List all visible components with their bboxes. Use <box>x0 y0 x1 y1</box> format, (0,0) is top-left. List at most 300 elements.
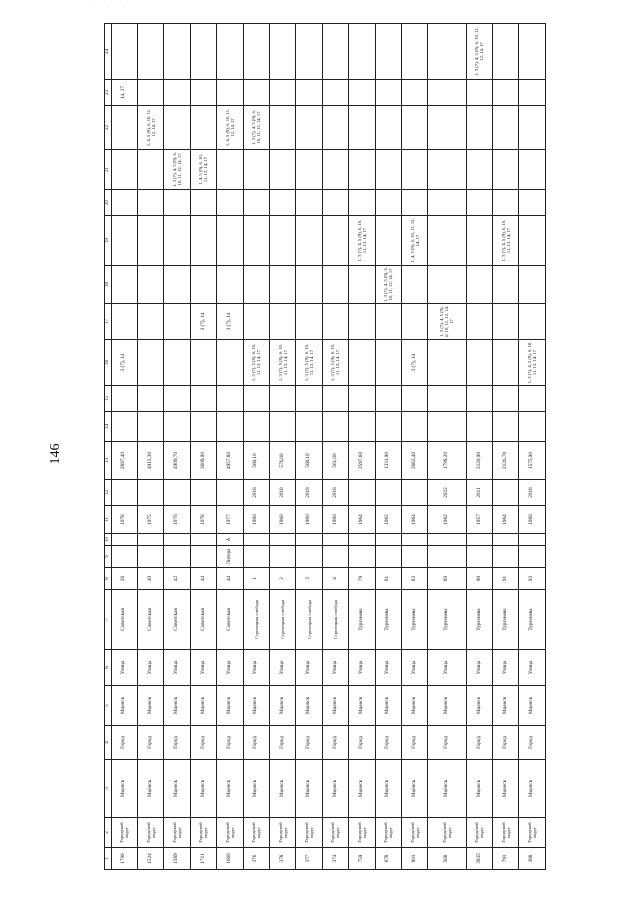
table-cell: Мценск <box>269 760 295 818</box>
table-cell <box>190 216 216 266</box>
table-cell: Мценск <box>111 760 137 818</box>
table-cell <box>322 412 348 442</box>
table-cell: Улица <box>137 650 163 686</box>
table-cell <box>243 386 269 412</box>
table-cell <box>217 80 243 106</box>
table-cell <box>519 412 546 442</box>
table-cell: Мценск <box>164 760 190 818</box>
table-cell <box>519 216 546 266</box>
table-cell <box>466 412 492 442</box>
table-cell <box>111 534 137 546</box>
data-table <box>104 23 546 870</box>
table-cell: Стрелецкая слобода <box>296 590 322 650</box>
table-cell: Мценск <box>401 686 427 726</box>
column-header: 21 <box>105 150 112 190</box>
table-cell: Улица <box>269 650 295 686</box>
table-cell: 1976 <box>164 506 190 534</box>
table-cell: Мценск <box>137 760 163 818</box>
table-cell: Город <box>519 726 546 760</box>
table-cell: 561,00 <box>322 442 348 480</box>
column-header: 10 <box>105 534 112 546</box>
column-header: 19 <box>105 216 112 266</box>
table-cell: 2018 <box>322 480 348 506</box>
table-cell <box>269 216 295 266</box>
table-cell: Мценск <box>519 686 546 726</box>
column-header: 20 <box>105 190 112 216</box>
table-cell: Город <box>401 726 427 760</box>
table-cell: Улица <box>111 650 137 686</box>
table-cell <box>428 412 466 442</box>
table-cell: Советская <box>111 590 137 650</box>
table-cell <box>519 24 546 80</box>
table-cell <box>466 534 492 546</box>
table-cell <box>111 150 137 190</box>
table-cell <box>137 24 163 80</box>
table-cell: Городской округ <box>164 818 190 848</box>
table-cell <box>111 546 137 568</box>
table-cell: 801 <box>401 848 427 870</box>
table-cell: 1, 3 (7), 4, 5 (9), 6, 10, 11, 12, 14, 17 <box>375 266 401 304</box>
table-row <box>349 24 375 870</box>
table-cell <box>296 150 322 190</box>
table-cell <box>401 80 427 106</box>
table-cell: Улица <box>466 650 492 686</box>
table-cell: Мценск <box>519 760 546 818</box>
table-cell <box>269 106 295 150</box>
table-cell <box>349 24 375 80</box>
table-cell: Мценск <box>137 686 163 726</box>
table-cell <box>493 24 519 80</box>
column-header: 5 <box>105 686 112 726</box>
table-cell <box>164 216 190 266</box>
table-cell: Улица <box>296 650 322 686</box>
table-cell <box>375 412 401 442</box>
table-cell: Улица <box>322 650 348 686</box>
table-cell: 388 <box>519 848 546 870</box>
table-cell: 2018 <box>269 480 295 506</box>
table-cell: Мценск <box>296 686 322 726</box>
table-cell: 26 <box>111 568 137 590</box>
table-cell <box>190 340 216 386</box>
table-cell <box>217 24 243 80</box>
table-cell <box>243 266 269 304</box>
table-cell <box>493 546 519 568</box>
table-cell <box>428 266 466 304</box>
table-cell: 14, 17 <box>111 80 137 106</box>
table-cell <box>349 340 375 386</box>
table-cell <box>243 304 269 340</box>
table-cell <box>296 190 322 216</box>
table-cell <box>519 546 546 568</box>
table-cell <box>164 412 190 442</box>
column-header: 18 <box>105 266 112 304</box>
table-cell <box>322 80 348 106</box>
table-cell: 1960 <box>519 506 546 534</box>
rotated-table-wrapper <box>104 28 546 870</box>
table-cell <box>428 24 466 80</box>
table-cell <box>519 386 546 412</box>
table-cell: Мценск <box>428 760 466 818</box>
table-cell <box>428 190 466 216</box>
table-cell <box>296 24 322 80</box>
table-cell <box>401 24 427 80</box>
table-cell: 1960 <box>269 506 295 534</box>
table-cell: 2018 <box>296 480 322 506</box>
table-cell <box>164 266 190 304</box>
table-cell <box>296 546 322 568</box>
table-cell: 791 <box>493 848 519 870</box>
table-cell <box>466 266 492 304</box>
table-cell: 2 <box>269 568 295 590</box>
column-header: 16 <box>105 340 112 386</box>
table-cell: Стрелецкая слобода <box>243 590 269 650</box>
table-cell <box>493 266 519 304</box>
table-cell: 1, 3 (7), 4, 5 (9), 6, 10, 11, 12, 14, 17 <box>519 340 546 386</box>
table-cell <box>190 386 216 412</box>
table-cell <box>137 480 163 506</box>
table-cell: 1, 3 (7), 5 (9), 6, 10, 11, 12, 14, 17 <box>322 340 348 386</box>
table-cell <box>296 106 322 150</box>
table-cell: Советская <box>164 590 190 650</box>
table-cell <box>519 190 546 216</box>
table-cell: Городской округ <box>428 818 466 848</box>
table-cell: Город <box>493 726 519 760</box>
table-cell <box>164 534 190 546</box>
table-cell: Городской округ <box>519 818 546 848</box>
table-cell: 1, 4, 5 (9), 6, 10, 11, 12, 14, 17 <box>190 150 216 190</box>
table-body <box>111 24 545 870</box>
table-cell <box>519 304 546 340</box>
table-cell: 759 <box>349 848 375 870</box>
table-row <box>137 24 163 870</box>
table-cell <box>164 386 190 412</box>
table-cell: Мценск <box>111 686 137 726</box>
table-cell: 1 <box>243 568 269 590</box>
table-cell <box>111 266 137 304</box>
table-cell <box>269 546 295 568</box>
table-cell: Мценск <box>401 760 427 818</box>
table-cell: Советская <box>190 590 216 650</box>
table-cell <box>375 106 401 150</box>
table-cell: 2662,40 <box>401 442 427 480</box>
table-cell <box>217 216 243 266</box>
table-cell <box>466 216 492 266</box>
table-cell: 4957,80 <box>217 442 243 480</box>
column-header: 12 <box>105 480 112 506</box>
table-cell: 3 <box>296 568 322 590</box>
table-cell: Городской округ <box>243 818 269 848</box>
table-cell: Улица <box>217 650 243 686</box>
table-cell: 2011 <box>466 480 492 506</box>
table-cell: Мценск <box>243 760 269 818</box>
table-cell: 90 <box>466 568 492 590</box>
table-cell <box>164 190 190 216</box>
table-cell <box>349 386 375 412</box>
table-cell: Городской округ <box>111 818 137 848</box>
table-cell: Улица <box>243 650 269 686</box>
table-cell: Улица <box>375 650 401 686</box>
table-cell: Город <box>349 726 375 760</box>
table-cell: Мценск <box>164 686 190 726</box>
table-cell <box>401 266 427 304</box>
table-cell <box>493 480 519 506</box>
table-cell: 1, 3 (7), 4, 5 (9), 6, 10, 11, 12, 14, 17 <box>164 150 190 190</box>
table-cell: Улица <box>164 650 190 686</box>
table-cell <box>322 386 348 412</box>
table-cell: 1960 <box>296 506 322 534</box>
table-row <box>243 24 269 870</box>
table-cell <box>519 106 546 150</box>
table-cell: 678 <box>375 848 401 870</box>
column-header: 4 <box>105 726 112 760</box>
table-cell <box>493 150 519 190</box>
table-cell: 2126,70 <box>493 442 519 480</box>
column-header: 11 <box>105 506 112 534</box>
table-cell <box>401 304 427 340</box>
table-cell <box>243 150 269 190</box>
column-header: 9 <box>105 546 112 568</box>
table-cell: Город <box>217 726 243 760</box>
table-cell: 1, 3 (7), 4, 5 (9), 6, 10, 11, 12, 14, 17 <box>243 106 269 150</box>
table-cell: 3 (7), 14 <box>111 340 137 386</box>
table-cell: 568 <box>428 848 466 870</box>
table-cell <box>137 304 163 340</box>
table-cell: 91 <box>493 568 519 590</box>
table-cell <box>375 24 401 80</box>
table-cell <box>111 480 137 506</box>
table-cell: 1, 4, 5 (9), 6, 10, 11, 12, 14, 17 <box>401 216 427 266</box>
table-cell <box>322 190 348 216</box>
table-cell: 3 (7), 14 <box>217 304 243 340</box>
scan-specks: · · · <box>92 4 131 10</box>
table-cell: 576,80 <box>269 442 295 480</box>
table-cell: 374 <box>322 848 348 870</box>
header-row <box>105 24 112 870</box>
table-cell <box>137 150 163 190</box>
table-cell: 2018 <box>519 480 546 506</box>
table-cell <box>137 340 163 386</box>
table-cell: 377 <box>296 848 322 870</box>
table-cell: Советская <box>137 590 163 650</box>
table-cell: 2018 <box>243 480 269 506</box>
table-cell: Мценск <box>296 760 322 818</box>
table-cell: 93 <box>519 568 546 590</box>
table-cell <box>349 150 375 190</box>
table-cell <box>375 340 401 386</box>
table-cell <box>164 304 190 340</box>
table-row <box>190 24 216 870</box>
table-cell: Тургенева <box>401 590 427 650</box>
table-cell: 1982 <box>428 506 466 534</box>
table-cell <box>493 304 519 340</box>
table-cell <box>190 106 216 150</box>
table-cell <box>217 150 243 190</box>
table-cell <box>269 386 295 412</box>
table-cell <box>428 340 466 386</box>
table-cell: Город <box>375 726 401 760</box>
table-cell: Улица <box>401 650 427 686</box>
table-cell: 1, 3 (7), 5 (9), 6, 10, 11, 12, 14, 17 <box>269 340 295 386</box>
table-cell <box>111 304 137 340</box>
table-cell: Мценск <box>466 686 492 726</box>
column-header: 14 <box>105 412 112 442</box>
table-cell: Городской округ <box>190 818 216 848</box>
table-cell <box>243 190 269 216</box>
table-cell <box>269 304 295 340</box>
table-cell <box>466 106 492 150</box>
table-cell <box>190 190 216 216</box>
table-cell <box>164 546 190 568</box>
column-header: 24 <box>105 24 112 80</box>
table-row <box>111 24 137 870</box>
table-cell <box>111 106 137 150</box>
table-cell: Город <box>428 726 466 760</box>
table-cell: Городской округ <box>217 818 243 848</box>
column-header: 7 <box>105 590 112 650</box>
table-cell <box>493 534 519 546</box>
table-cell: 2897,40 <box>111 442 137 480</box>
table-row <box>428 24 466 870</box>
table-cell <box>375 534 401 546</box>
table-cell <box>466 80 492 106</box>
table-cell <box>190 480 216 506</box>
table-cell <box>296 534 322 546</box>
table-cell <box>296 266 322 304</box>
table-cell <box>296 386 322 412</box>
table-cell: 1978 <box>190 506 216 534</box>
column-header: 15 <box>105 386 112 412</box>
table-cell: Стрелецкая слобода <box>269 590 295 650</box>
table-cell <box>349 546 375 568</box>
table-cell <box>428 150 466 190</box>
table-cell <box>428 80 466 106</box>
table-cell <box>428 106 466 150</box>
table-cell <box>401 412 427 442</box>
table-cell <box>296 304 322 340</box>
table-row <box>322 24 348 870</box>
table-cell <box>137 190 163 216</box>
table-cell <box>217 480 243 506</box>
table-cell <box>217 340 243 386</box>
table-cell: Тургенева <box>519 590 546 650</box>
table-cell: Городской округ <box>349 818 375 848</box>
table-cell <box>401 150 427 190</box>
page-number: 146 <box>48 443 63 465</box>
table-cell: 1957 <box>466 506 492 534</box>
table-cell: 1711 <box>190 848 216 870</box>
table-cell: 378 <box>269 848 295 870</box>
table-cell <box>217 266 243 304</box>
table-cell <box>243 412 269 442</box>
table-cell: 40 <box>137 568 163 590</box>
table-cell <box>269 24 295 80</box>
table-cell: Улица <box>428 650 466 686</box>
table-cell <box>190 80 216 106</box>
table-cell: 1960 <box>243 506 269 534</box>
table-cell <box>269 534 295 546</box>
table-cell: Мценск <box>243 686 269 726</box>
table-cell: 376 <box>243 848 269 870</box>
table-cell: Мценск <box>375 760 401 818</box>
table-cell <box>349 80 375 106</box>
table-cell: Городской округ <box>401 818 427 848</box>
table-cell <box>322 216 348 266</box>
table-cell <box>466 150 492 190</box>
table-cell: 3609,00 <box>190 442 216 480</box>
table-cell: Улица <box>493 650 519 686</box>
table-cell <box>137 412 163 442</box>
table-cell <box>493 106 519 150</box>
table-cell <box>322 546 348 568</box>
table-cell <box>322 304 348 340</box>
table-cell <box>322 106 348 150</box>
table-cell <box>375 80 401 106</box>
table-cell <box>111 190 137 216</box>
table-row <box>519 24 546 870</box>
table-cell <box>428 216 466 266</box>
table-cell <box>466 304 492 340</box>
table-cell: 568,10 <box>296 442 322 480</box>
table-cell: 2120,90 <box>466 442 492 480</box>
table-cell: Город <box>137 726 163 760</box>
table-cell <box>375 480 401 506</box>
table-cell <box>349 304 375 340</box>
table-cell: 1, 3 (7), 4, 5 (9), 6, 10, 11, 12, 14, 17 <box>349 216 375 266</box>
table-cell: 44 <box>190 568 216 590</box>
table-cell <box>401 386 427 412</box>
table-cell: 4 <box>322 568 348 590</box>
table-cell <box>428 534 466 546</box>
table-cell <box>111 24 137 80</box>
table-cell <box>243 534 269 546</box>
table-cell: Городской округ <box>322 818 348 848</box>
column-header: 3 <box>105 760 112 818</box>
table-cell <box>493 190 519 216</box>
table-cell: Мценск <box>375 686 401 726</box>
table-cell <box>111 216 137 266</box>
table-cell: 79 <box>349 568 375 590</box>
table-cell <box>349 480 375 506</box>
table-cell <box>466 190 492 216</box>
table-cell <box>375 386 401 412</box>
table-cell: 1964 <box>349 506 375 534</box>
table-cell: Город <box>190 726 216 760</box>
table-cell: 89 <box>428 568 466 590</box>
table-container <box>104 28 546 870</box>
table-cell: Мценск <box>190 760 216 818</box>
table-cell: Мценск <box>190 686 216 726</box>
table-cell <box>466 546 492 568</box>
table-cell: Мценск <box>493 686 519 726</box>
table-cell: 568,10 <box>243 442 269 480</box>
table-cell: Городской округ <box>493 818 519 848</box>
table-cell <box>137 80 163 106</box>
table-cell: 1575,90 <box>519 442 546 480</box>
table-cell: 1589 <box>164 848 190 870</box>
table-cell <box>519 150 546 190</box>
table-row <box>296 24 322 870</box>
table-cell: Мценск <box>466 760 492 818</box>
table-cell <box>401 106 427 150</box>
table-cell: Мценск <box>269 686 295 726</box>
table-cell: 1982 <box>375 506 401 534</box>
table-cell <box>190 24 216 80</box>
table-cell: 1, 3 (7), 5 (9), 6, 10, 11, 12, 14, 17 <box>243 340 269 386</box>
table-cell: Мценск <box>217 686 243 726</box>
table-cell: 1977 <box>217 506 243 534</box>
table-cell <box>269 266 295 304</box>
table-cell <box>428 386 466 412</box>
